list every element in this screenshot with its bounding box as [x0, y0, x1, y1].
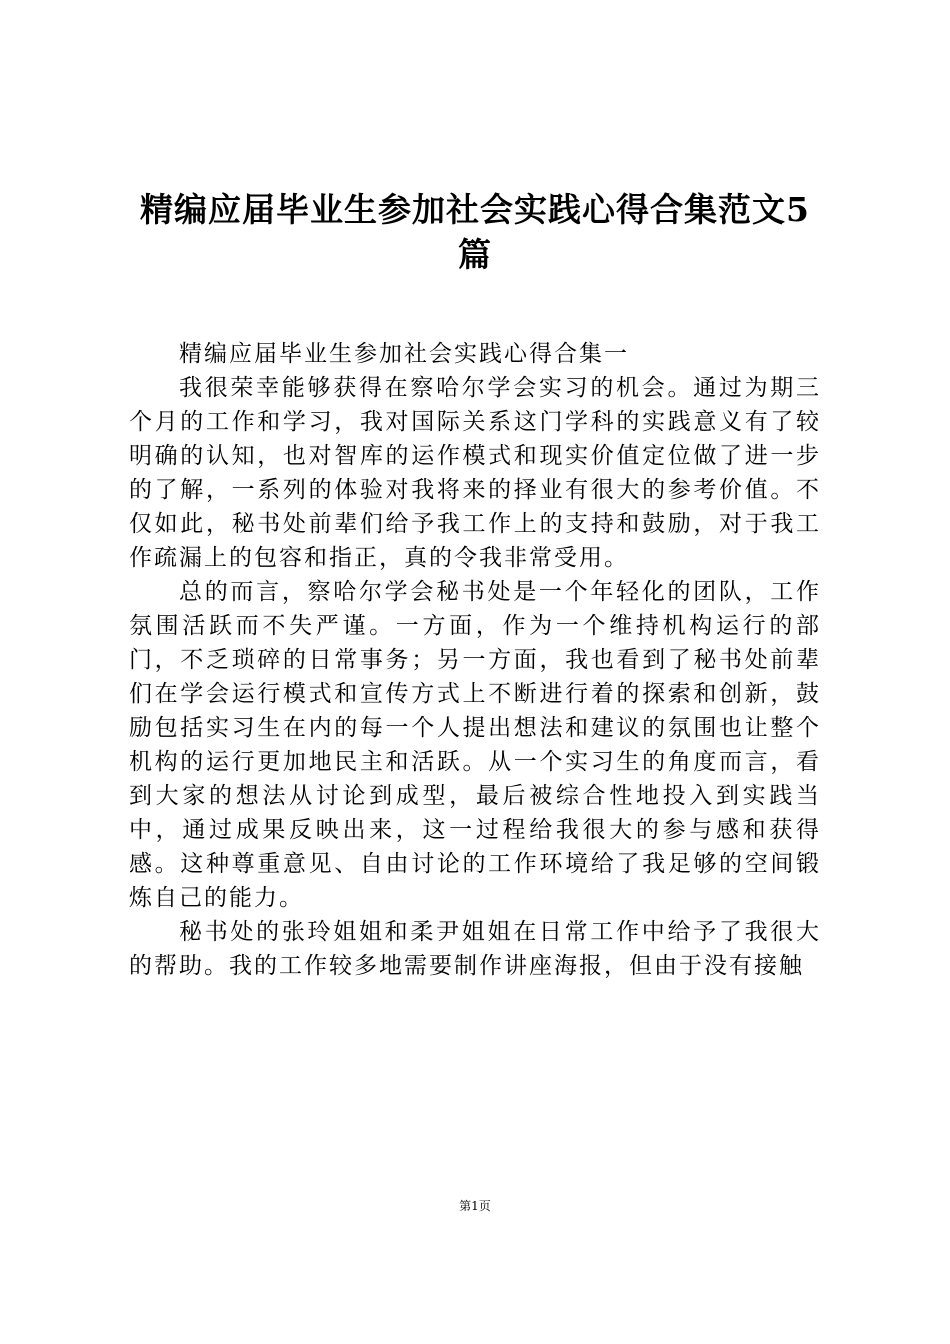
body-paragraph: 总的而言，察哈尔学会秘书处是一个年轻化的团队，工作氛围活跃而不失严谨。一方面，作为一个维持机构运行的部门，不乏琐碎的日常事务；另一方面，我也看到了秘书处前辈们在学会运行模式和宣传方式上不断进行着的探索和创新，鼓励包括实习生在内的每一个人提出想法和建议的氛围也让整个机构的运行更加地民主和活跃。从一个实习生的角度而言，看到大家的想法从讨论到成型，最后被综合性地投入到实践当中，通过成果反映出来，这一过程给我很大的参与感和获得感。这种尊重意见、自由讨论的工作环境给了我足够的空间锻炼自己的能力。: [129, 579, 821, 911]
page-number: 第1页: [459, 1199, 491, 1213]
section-heading: 精编应届毕业生参加社会实践心得合集一: [179, 341, 629, 367]
body-paragraph: 我很荣幸能够获得在察哈尔学会实习的机会。通过为期三个月的工作和学习，我对国际关系这门学科的实践意义有了较明确的认知，也对智库的运作模式和现实价值定位做了进一步的了解，一系列的体验对我将来的择业有很大的参考价值。不仅如此，秘书处前辈们给予我工作上的支持和鼓励，对于我工作疏漏上的包容和指正，真的令我非常受用。: [129, 375, 821, 571]
document-body: [129, 337, 821, 983]
title-line-2: 篇: [458, 235, 492, 274]
document-title: [110, 187, 840, 277]
title-line-1: 精编应届毕业生参加社会实践心得合集范文5: [140, 190, 810, 229]
body-paragraph: 秘书处的张玲姐姐和柔尹姐姐在日常工作中给予了我很大的帮助。我的工作较多地需要制作讲座海报，但由于没有接触: [129, 919, 821, 979]
